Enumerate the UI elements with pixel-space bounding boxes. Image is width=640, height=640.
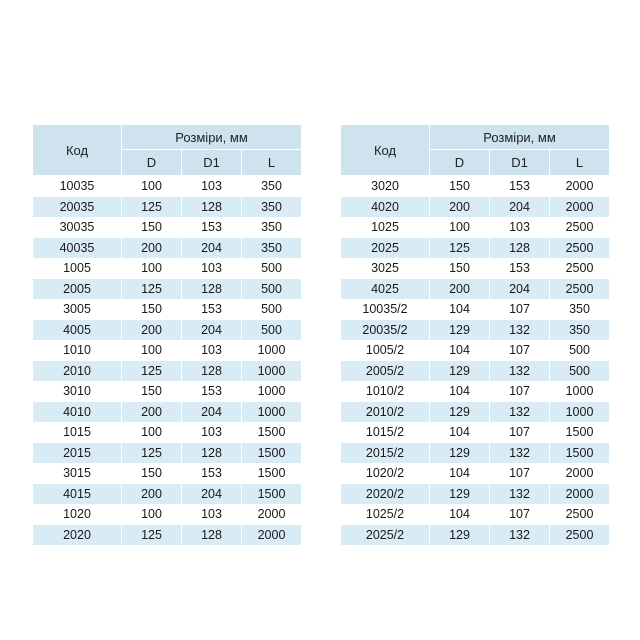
cell-code: 10035	[33, 176, 122, 197]
table-row	[33, 422, 302, 443]
cell-l: 1000	[242, 340, 302, 361]
cell-d1: 128	[182, 361, 242, 382]
cell-l: 2500	[550, 238, 610, 259]
cell-code: 1020	[33, 504, 122, 525]
cell-code: 2010	[33, 361, 122, 382]
cell-l: 350	[550, 299, 610, 320]
cell-code: 3015	[33, 463, 122, 484]
cell-l: 2000	[242, 504, 302, 525]
cell-d: 125	[430, 238, 490, 259]
table-row	[33, 238, 302, 259]
cell-code: 1020/2	[341, 463, 430, 484]
cell-l: 350	[242, 197, 302, 218]
cell-l: 350	[242, 176, 302, 197]
cell-code: 1025/2	[341, 504, 430, 525]
table-body-left	[33, 176, 302, 546]
table-body-right	[341, 176, 610, 546]
cell-d: 200	[122, 484, 182, 505]
cell-code: 1015	[33, 422, 122, 443]
cell-d1: 107	[490, 299, 550, 320]
cell-d1: 132	[490, 484, 550, 505]
cell-d: 104	[430, 299, 490, 320]
cell-d1: 107	[490, 340, 550, 361]
cell-d1: 153	[182, 381, 242, 402]
table-row	[341, 340, 610, 361]
cell-d: 150	[122, 463, 182, 484]
cell-l: 1000	[550, 402, 610, 423]
cell-d1: 153	[182, 217, 242, 238]
table-row	[341, 361, 610, 382]
cell-code: 1010/2	[341, 381, 430, 402]
cell-l: 350	[550, 320, 610, 341]
table-row	[33, 217, 302, 238]
table-row	[341, 217, 610, 238]
cell-code: 20035/2	[341, 320, 430, 341]
cell-d: 150	[122, 217, 182, 238]
cell-l: 1000	[242, 381, 302, 402]
cell-d1: 153	[490, 258, 550, 279]
cell-l: 2500	[550, 525, 610, 546]
cell-d: 129	[430, 525, 490, 546]
cell-d1: 103	[182, 258, 242, 279]
spec-table-right	[340, 124, 610, 545]
cell-l: 350	[242, 217, 302, 238]
cell-l: 500	[550, 340, 610, 361]
cell-d: 129	[430, 320, 490, 341]
cell-l: 500	[242, 299, 302, 320]
cell-l: 1500	[550, 422, 610, 443]
table-row	[341, 402, 610, 423]
table-row	[33, 504, 302, 525]
table-row	[33, 381, 302, 402]
header-d1: D1	[182, 150, 242, 176]
cell-code: 4025	[341, 279, 430, 300]
header-d1: D1	[490, 150, 550, 176]
cell-code: 3010	[33, 381, 122, 402]
cell-l: 2000	[550, 197, 610, 218]
cell-d: 104	[430, 340, 490, 361]
table-row	[341, 197, 610, 218]
table-row	[33, 463, 302, 484]
cell-d: 104	[430, 504, 490, 525]
cell-code: 2015/2	[341, 443, 430, 464]
cell-d1: 107	[490, 381, 550, 402]
cell-code: 2005/2	[341, 361, 430, 382]
cell-d1: 107	[490, 504, 550, 525]
cell-d1: 107	[490, 422, 550, 443]
cell-l: 350	[242, 238, 302, 259]
cell-code: 1025	[341, 217, 430, 238]
cell-d1: 132	[490, 320, 550, 341]
cell-l: 2500	[550, 504, 610, 525]
table-row	[33, 484, 302, 505]
cell-code: 4010	[33, 402, 122, 423]
cell-d: 125	[122, 525, 182, 546]
cell-code: 1005/2	[341, 340, 430, 361]
cell-d1: 153	[490, 176, 550, 197]
cell-d: 200	[430, 279, 490, 300]
cell-code: 30035	[33, 217, 122, 238]
cell-d: 200	[122, 320, 182, 341]
table-row	[33, 197, 302, 218]
cell-d: 150	[430, 176, 490, 197]
cell-d1: 204	[490, 279, 550, 300]
cell-d1: 103	[182, 422, 242, 443]
cell-code: 2005	[33, 279, 122, 300]
cell-d: 104	[430, 422, 490, 443]
cell-code: 40035	[33, 238, 122, 259]
table-row	[33, 320, 302, 341]
cell-d1: 204	[182, 320, 242, 341]
cell-code: 4015	[33, 484, 122, 505]
header-l: L	[550, 150, 610, 176]
cell-d: 129	[430, 484, 490, 505]
cell-d1: 128	[182, 279, 242, 300]
cell-code: 20035	[33, 197, 122, 218]
table-row	[341, 463, 610, 484]
cell-l: 500	[242, 258, 302, 279]
table-row	[341, 443, 610, 464]
table-row	[341, 504, 610, 525]
cell-l: 1500	[242, 484, 302, 505]
table-row	[341, 381, 610, 402]
cell-d: 125	[122, 279, 182, 300]
cell-d: 150	[122, 299, 182, 320]
cell-l: 2500	[550, 258, 610, 279]
cell-code: 3020	[341, 176, 430, 197]
cell-d1: 132	[490, 402, 550, 423]
cell-d1: 128	[490, 238, 550, 259]
cell-d1: 103	[182, 176, 242, 197]
cell-d: 129	[430, 443, 490, 464]
cell-code: 2025/2	[341, 525, 430, 546]
cell-d: 150	[122, 381, 182, 402]
cell-d: 100	[122, 340, 182, 361]
table-row	[341, 258, 610, 279]
cell-d: 129	[430, 402, 490, 423]
cell-l: 1000	[550, 381, 610, 402]
table-row	[341, 320, 610, 341]
cell-l: 2000	[242, 525, 302, 546]
table-row	[33, 443, 302, 464]
cell-d1: 107	[490, 463, 550, 484]
table-row	[341, 238, 610, 259]
table-row	[341, 484, 610, 505]
cell-d1: 153	[182, 463, 242, 484]
cell-code: 2020	[33, 525, 122, 546]
cell-l: 2500	[550, 217, 610, 238]
cell-d1: 132	[490, 443, 550, 464]
cell-d: 129	[430, 361, 490, 382]
cell-d1: 132	[490, 525, 550, 546]
cell-d: 200	[430, 197, 490, 218]
cell-d: 150	[430, 258, 490, 279]
cell-l: 500	[242, 279, 302, 300]
table-row	[33, 340, 302, 361]
cell-code: 2010/2	[341, 402, 430, 423]
cell-d: 100	[122, 504, 182, 525]
spec-table-left	[32, 124, 302, 545]
table-row	[33, 402, 302, 423]
cell-code: 10035/2	[341, 299, 430, 320]
cell-d1: 204	[182, 402, 242, 423]
table-row	[341, 279, 610, 300]
header-code: Код	[341, 125, 430, 176]
cell-d1: 153	[182, 299, 242, 320]
table-row	[33, 176, 302, 197]
cell-d: 200	[122, 402, 182, 423]
cell-d: 104	[430, 463, 490, 484]
cell-l: 2000	[550, 484, 610, 505]
cell-code: 1015/2	[341, 422, 430, 443]
cell-d: 125	[122, 361, 182, 382]
cell-d: 100	[122, 422, 182, 443]
header-sizes: Розміри, мм	[430, 125, 610, 150]
cell-d1: 103	[182, 340, 242, 361]
cell-code: 3005	[33, 299, 122, 320]
header-d: D	[122, 150, 182, 176]
cell-l: 2500	[550, 279, 610, 300]
cell-d1: 128	[182, 443, 242, 464]
header-code: Код	[33, 125, 122, 176]
cell-l: 2000	[550, 463, 610, 484]
cell-d: 104	[430, 381, 490, 402]
cell-d: 100	[122, 258, 182, 279]
cell-code: 1005	[33, 258, 122, 279]
table-row	[33, 258, 302, 279]
cell-l: 500	[242, 320, 302, 341]
table-row	[341, 299, 610, 320]
cell-d1: 132	[490, 361, 550, 382]
cell-code: 2025	[341, 238, 430, 259]
table-row	[33, 299, 302, 320]
table-row	[341, 525, 610, 546]
cell-l: 1500	[242, 463, 302, 484]
cell-l: 1000	[242, 402, 302, 423]
table-row	[341, 176, 610, 197]
cell-d1: 103	[490, 217, 550, 238]
cell-d1: 128	[182, 525, 242, 546]
cell-l: 1000	[242, 361, 302, 382]
cell-d: 125	[122, 197, 182, 218]
cell-l: 1500	[242, 443, 302, 464]
header-l: L	[242, 150, 302, 176]
cell-l: 1500	[242, 422, 302, 443]
cell-d1: 204	[490, 197, 550, 218]
cell-d: 200	[122, 238, 182, 259]
cell-code: 2015	[33, 443, 122, 464]
cell-l: 500	[550, 361, 610, 382]
cell-code: 1010	[33, 340, 122, 361]
cell-code: 2020/2	[341, 484, 430, 505]
cell-code: 4020	[341, 197, 430, 218]
cell-d: 125	[122, 443, 182, 464]
table-row	[33, 361, 302, 382]
cell-d: 100	[122, 176, 182, 197]
cell-d: 100	[430, 217, 490, 238]
cell-d1: 103	[182, 504, 242, 525]
cell-code: 3025	[341, 258, 430, 279]
cell-d1: 204	[182, 238, 242, 259]
table-row	[33, 279, 302, 300]
cell-d1: 128	[182, 197, 242, 218]
table-row	[341, 422, 610, 443]
table-row	[33, 525, 302, 546]
cell-l: 2000	[550, 176, 610, 197]
cell-code: 4005	[33, 320, 122, 341]
cell-d1: 204	[182, 484, 242, 505]
header-d: D	[430, 150, 490, 176]
header-sizes: Розміри, мм	[122, 125, 302, 150]
cell-l: 1500	[550, 443, 610, 464]
